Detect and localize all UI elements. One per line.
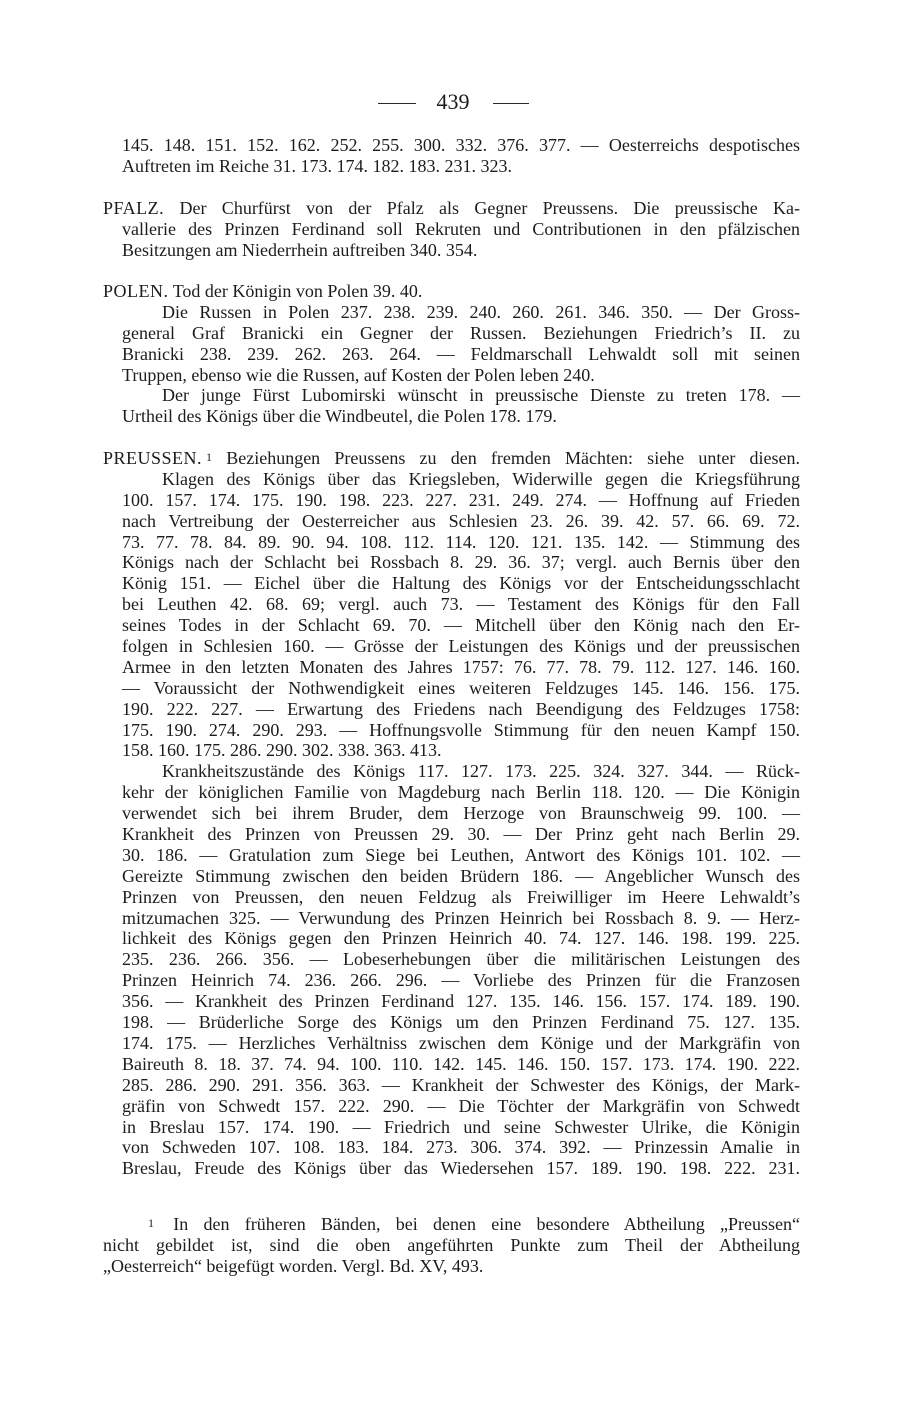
footnote-marker: 1 <box>148 1216 154 1230</box>
text-line: Klagen des Königs über das Kriegsleben, Widerwille gegen die Kriegsführung <box>162 468 800 489</box>
text-line <box>103 448 800 469</box>
text-line: Branicki 238. 239. 262. 263. 264. — Feldmarschall Lehwaldt soll mit seinen <box>122 343 800 364</box>
text-line: 145. 148. 151. 152. 162. 252. 255. 300. 332. 376. 377. — Oesterreichs despotisches <box>122 135 800 155</box>
text-line: Urtheil des Königs über die Windbeutel, die Polen 178. 179. <box>122 406 557 427</box>
text-line: Der junge Fürst Lubomirski wünscht in preussische Dienste zu treten 178. — <box>162 385 800 406</box>
text-line: von Schweden 107. 108. 183. 184. 273. 306. 374. 392. — Prinzessin Amalie in <box>122 1137 800 1158</box>
footnote <box>103 1214 800 1277</box>
text-line: general Graf Branicki ein Gegner der Russen. Beziehungen Friedrich’s II. zu <box>122 322 800 343</box>
text-line: nach Vertreibung der Oesterreicher aus Schlesien 23. 26. 39. 42. 57. 66. 69. 72. <box>122 510 800 531</box>
text-line: Baireuth 8. 18. 37. 74. 94. 100. 110. 142. 145. 146. 150. 157. 173. 174. 190. 222. <box>122 1053 800 1074</box>
entry-first-line-text: Beziehungen Preussens zu den fremden Mächten: siehe unter diesen. <box>226 448 800 468</box>
text-line: König 151. — Eichel über die Haltung des Königs vor der Entscheidungsschlacht <box>122 573 800 594</box>
text-line: 235. 236. 266. 356. — Lobeserhebungen über die militärischen Leistungen des <box>122 949 800 970</box>
text-line: seines Todes in der Schlacht 69. 70. — Mitchell über den König nach den Er- <box>122 615 800 636</box>
text-line: 158. 160. 175. 286. 290. 302. 338. 363. 413. <box>122 740 442 761</box>
text-line: 73. 77. 78. 84. 89. 90. 94. 108. 112. 114. 120. 121. 135. 142. — Stimmung des <box>122 531 800 552</box>
entry-heading: PREUSSEN. <box>103 448 203 468</box>
text-line: lichkeit des Königs gegen den Prinzen Heinrich 40. 74. 127. 146. 198. 199. 225. <box>122 928 800 949</box>
text-line: Auftreten im Reiche 31. 173. 174. 182. 183. 231. 323. <box>122 155 512 176</box>
text-line: 356. — Krankheit des Prinzen Ferdinand 127. 135. 146. 156. 157. 174. 189. 190. <box>122 991 800 1012</box>
text-line: Krankheitszustände des Königs 117. 127. 173. 225. 324. 327. 344. — Rück- <box>162 761 800 782</box>
text-line: — Voraussicht der Nothwendigkeit eines weiteren Feldzuges 145. 146. 156. 175. <box>122 677 800 698</box>
text-line: vallerie des Prinzen Ferdinand soll Rekruten und Contributionen in den pfälzischen <box>122 218 800 239</box>
text-line: „Oesterreich“ beigefügt worden. Vergl. Bd. XV, 493. <box>103 1255 484 1276</box>
text-line: bei Leuthen 42. 68. 69; vergl. auch 73. — Testament des Königs für den Fall <box>122 594 800 615</box>
text-line <box>103 198 800 219</box>
text-line: nicht gebildet ist, sind die oben angeführten Punkte zum Theil der Abtheilung <box>103 1234 800 1255</box>
footnote-reference: 1 <box>206 450 213 464</box>
entry-polen <box>103 281 800 427</box>
text-line: 174. 175. — Herzliches Verhältniss zwischen dem Könige und der Markgräfin von <box>122 1032 800 1053</box>
text-line: Truppen, ebenso wie die Russen, auf Kosten der Polen leben 240. <box>122 364 595 385</box>
text-line: folgen in Schlesien 160. — Grösse der Leistungen des Königs und der preussischen <box>122 636 800 657</box>
page-number-rule-left <box>378 103 416 104</box>
text-line: 175. 190. 274. 290. 293. — Hoffnungsvolle Stimmung für den neuen Kampf 150. <box>122 719 800 740</box>
text-line <box>103 1214 800 1235</box>
entry-continuation <box>103 135 800 177</box>
text-line: 190. 222. 227. — Erwartung des Friedens nach Beendigung des Feldzuges 1758: <box>122 698 800 719</box>
text-line: mitzumachen 325. — Verwundung des Prinzen Heinrich bei Rossbach 8. 9. — Herz- <box>122 907 800 928</box>
text-line: 30. 186. — Gratulation zum Siege bei Leuthen, Antwort des Königs 101. 102. — <box>122 844 800 865</box>
entry-preussen <box>103 448 800 1179</box>
entry-first-line-text: Tod der Königin von Polen 39. 40. <box>172 281 423 301</box>
text-line: kehr der königlichen Familie von Magdeburg nach Berlin 118. 120. — Die Königin <box>122 782 800 803</box>
text-line: Die Russen in Polen 237. 238. 239. 240. 260. 261. 346. 350. — Der Gross- <box>162 301 800 322</box>
text-line: Prinzen Heinrich 74. 236. 266. 296. — Vorliebe des Prinzen für die Franzosen <box>122 970 800 991</box>
text-line: Besitzungen am Niederrhein auftreiben 340. 354. <box>122 239 478 260</box>
footnote-first-line-text: In den früheren Bänden, bei denen eine besondere Abtheilung „Preussen“ <box>173 1214 800 1234</box>
entry-heading: PFALZ. <box>103 198 165 218</box>
page-number: 439 <box>436 89 470 114</box>
text-line: Armee in den letzten Monaten des Jahres 1757: 76. 77. 78. 79. 112. 127. 146. 160. <box>122 656 800 677</box>
text-line: Gereizte Stimmung zwischen den beiden Brüdern 186. — Angeblicher Wunsch des <box>122 865 800 886</box>
text-line <box>103 281 800 302</box>
text-line: Königs nach der Schlacht bei Rossbach 8. 29. 36. 37; vergl. auch Bernis über den <box>122 552 800 573</box>
entry-pfalz <box>103 198 800 261</box>
text-line: in Breslau 157. 174. 190. — Friedrich und seine Schwester Ulrike, die Königin <box>122 1116 800 1137</box>
text-line: Prinzen von Preussen, den neuen Feldzug als Freiwilliger im Heere Lehwaldt’s <box>122 886 800 907</box>
text-line: 285. 286. 290. 291. 356. 363. — Krankheit der Schwester des Königs, der Mark- <box>122 1074 800 1095</box>
text-line: verwendet sich bei ihrem Bruder, dem Herzoge von Braunschweig 99. 100. — <box>122 803 800 824</box>
page-number-rule-right <box>493 103 529 104</box>
entry-first-line-text: Der Churfürst von der Pfalz als Gegner Preussens. Die preussische Ka- <box>179 198 801 218</box>
text-line: gräfin von Schwedt 157. 222. 290. — Die Töchter der Markgräfin von Schwedt <box>122 1095 800 1116</box>
text-line: Krankheit des Prinzen von Preussen 29. 30. — Der Prinz geht nach Berlin 29. <box>122 824 800 845</box>
entry-heading: POLEN. <box>103 281 169 301</box>
text-line: Breslau, Freude des Königs über das Wiedersehen 157. 189. 190. 198. 222. 231. <box>122 1158 800 1179</box>
text-line: 198. — Brüderliche Sorge des Königs um den Prinzen Ferdinand 75. 127. 135. <box>122 1012 800 1033</box>
text-line: 100. 157. 174. 175. 190. 198. 223. 227. 231. 249. 274. — Hoffnung auf Frieden <box>122 489 800 510</box>
